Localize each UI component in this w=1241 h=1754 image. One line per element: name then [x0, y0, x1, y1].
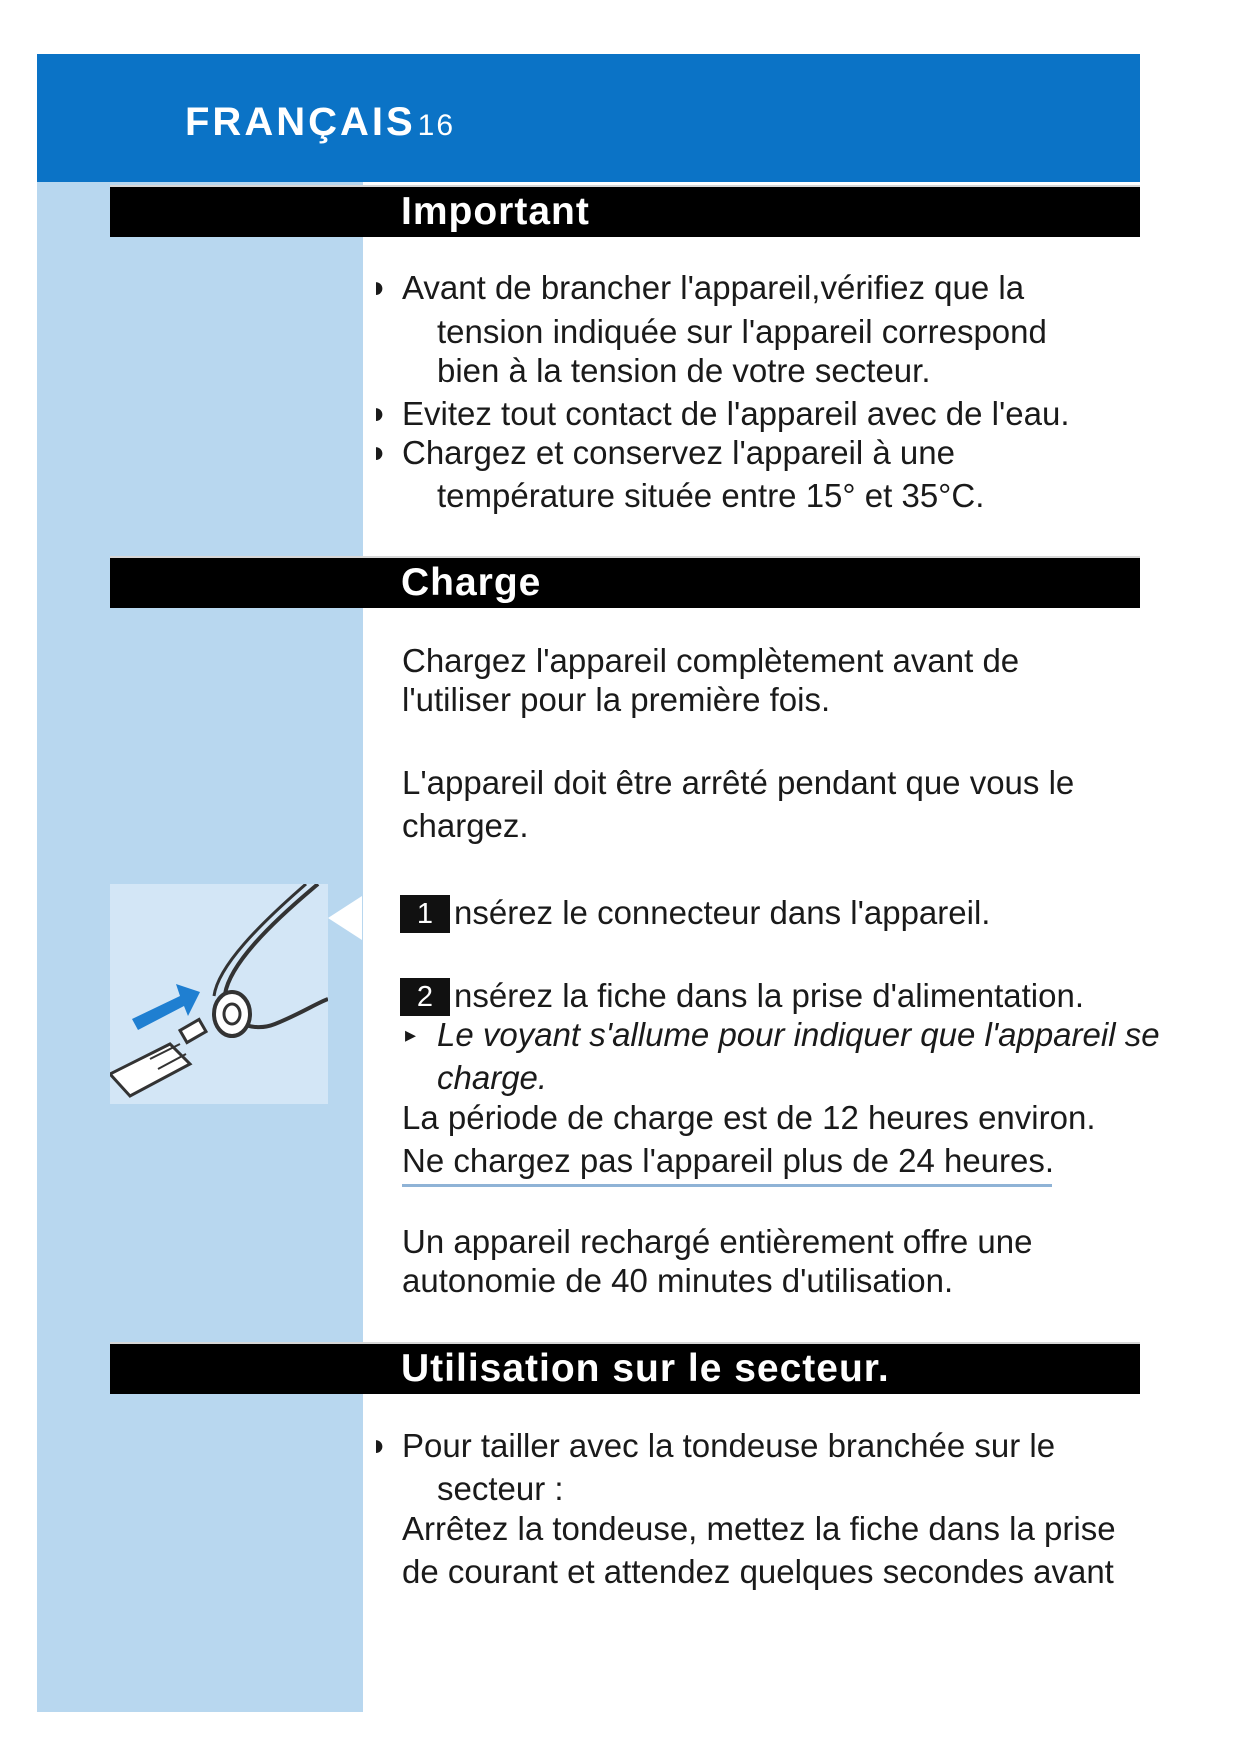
section-title-mains: Utilisation sur le secteur. [401, 1347, 890, 1390]
step-number-badge: 2 [400, 978, 450, 1016]
section-header-charge [110, 556, 1140, 608]
charge-para-2-line2: chargez. [402, 807, 529, 844]
charge-para-1-line1: Chargez l'appareil complètement avant de [402, 642, 1020, 679]
callout-pointer [328, 896, 362, 940]
section-title-important: Important [401, 190, 590, 233]
result-line-2: charge. [437, 1059, 548, 1096]
charge-para-2-line1: L'appareil doit être arrêté pendant que vous le [402, 764, 1075, 801]
section-header-mains [110, 1342, 1140, 1394]
charge-para-3-line1: Un appareil rechargé entièrement offre une [402, 1223, 1033, 1260]
charge-para-3-line2: autonomie de 40 minutes d'utilisation. [402, 1262, 954, 1299]
important-bullet-3-line2: température située entre 15° et 35°C. [437, 477, 985, 514]
mains-para-line1: Arrêtez la tondeuse, mettez la fiche dans la prise [402, 1510, 1116, 1547]
bullet-icon: ◗ [370, 271, 389, 304]
step-2-text: nsérez la fiche dans la prise d'alimentation. [454, 977, 1084, 1014]
step-2 [402, 976, 1084, 1016]
step-number-badge: 1 [400, 895, 450, 933]
bullet-icon: ◗ [370, 1429, 389, 1462]
important-bullet-3: ◗ Chargez et conservez l'appareil à une [370, 434, 955, 471]
language-heading [185, 100, 455, 145]
result-marker-icon: ▸ [405, 1022, 417, 1047]
charge-para-1-line2: l'utiliser pour la première fois. [402, 681, 831, 718]
section-header-important [110, 185, 1140, 237]
charge-note-1: La période de charge est de 12 heures environ. [402, 1099, 1096, 1136]
result-line-1: ▸ Le voyant s'allume pour indiquer que l'appareil se [405, 1016, 1160, 1053]
mains-bullet-1: ◗ Pour tailler avec la tondeuse branchée sur le [370, 1427, 1056, 1464]
page-number: 16 [417, 109, 456, 142]
mains-bullet-1-line2: secteur : [437, 1470, 564, 1507]
note-underline [402, 1184, 1052, 1187]
plug-connector-icon [110, 884, 328, 1104]
section-title-charge: Charge [401, 561, 542, 604]
connector-illustration [110, 884, 328, 1104]
step-1-text: nsérez le connecteur dans l'appareil. [454, 894, 991, 931]
mains-para-line2: de courant et attendez quelques secondes avant [402, 1553, 1114, 1590]
bullet-icon: ◗ [370, 436, 389, 469]
step-1 [402, 893, 990, 933]
charge-note-2: Ne chargez pas l'appareil plus de 24 heures. [402, 1142, 1055, 1179]
language-label: FRANÇAIS [185, 100, 416, 144]
important-bullet-1-line3: bien à la tension de votre secteur. [437, 352, 931, 389]
bullet-icon: ◗ [370, 397, 389, 430]
important-bullet-2: ◗ Evitez tout contact de l'appareil avec de l'eau. [370, 395, 1070, 432]
important-bullet-1: ◗ Avant de brancher l'appareil,vérifiez que la [370, 269, 1025, 306]
important-bullet-1-line2: tension indiquée sur l'appareil correspond [437, 313, 1047, 350]
